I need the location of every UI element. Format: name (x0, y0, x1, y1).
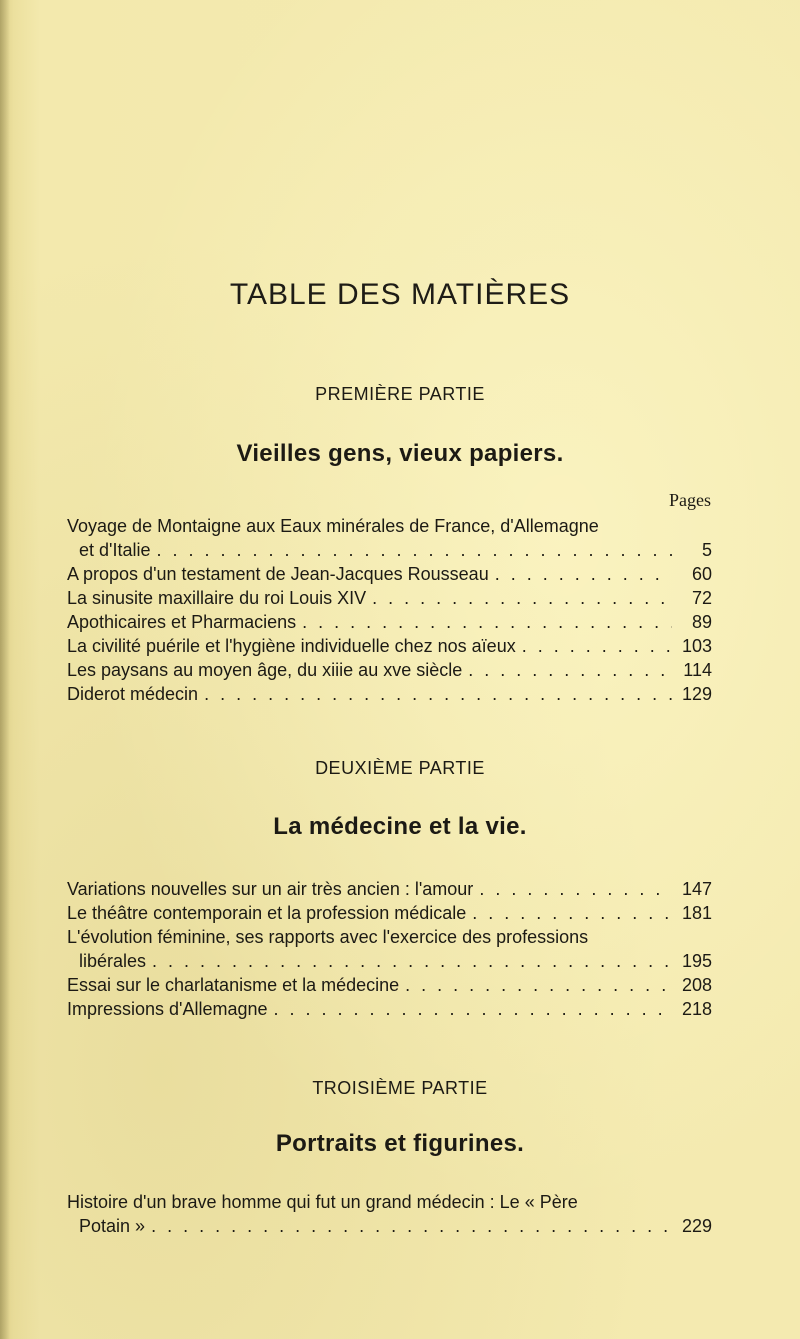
toc-list-part-3 (67, 1190, 712, 1238)
dot-leader (198, 682, 672, 706)
toc-entry (67, 877, 712, 901)
part-subtitle-1: Vieilles gens, vieux papiers. (236, 440, 564, 467)
toc-entry-title-continued: et d'Italie (79, 540, 151, 560)
dot-leader (296, 610, 672, 634)
toc-entry-title: Voyage de Montaigne aux Eaux minérales de France, d'Allemagne (67, 516, 599, 536)
dot-leader (462, 658, 672, 682)
toc-entry-title: Apothicaires et Pharmaciens (67, 612, 297, 632)
part-heading-3: TROISIÈME PARTIE (312, 1078, 488, 1098)
dot-leader (489, 562, 672, 586)
toc-entry (67, 925, 712, 973)
toc-list-part-1 (67, 514, 712, 706)
part-subtitle-3: Portraits et figurines. (275, 1130, 525, 1157)
toc-page-number: 103 (681, 636, 712, 656)
dot-leader (366, 586, 672, 610)
toc-page-number: 218 (681, 999, 712, 1019)
toc-entry (67, 634, 712, 658)
toc-entry (67, 610, 712, 634)
pages-column-label: Pages (669, 490, 711, 510)
dot-leader (473, 877, 672, 901)
toc-entry-title: Le théâtre contemporain et la profession médicale (67, 903, 467, 923)
dot-leader (145, 1214, 672, 1238)
toc-page-number: 72 (691, 588, 712, 608)
toc-entry-title: Variations nouvelles sur un air très ancien : l'amour (67, 879, 474, 899)
toc-page-number: 181 (681, 903, 712, 923)
toc-entry-title: A propos d'un testament de Jean-Jacques Rousseau (67, 564, 489, 584)
toc-page-number: 5 (701, 540, 712, 560)
toc-entry-title: La civilité puérile et l'hygiène individuelle chez nos aïeux (67, 636, 516, 656)
toc-entry-title: Essai sur le charlatanisme et la médecine (67, 975, 400, 995)
toc-entry-title-continued: Potain » (79, 1216, 146, 1236)
toc-entry-title: L'évolution féminine, ses rapports avec l'exercice des professions (67, 927, 589, 947)
dot-leader (399, 973, 672, 997)
toc-entry (67, 901, 712, 925)
toc-page-number: 89 (691, 612, 712, 632)
toc-entry (67, 997, 712, 1021)
toc-page-number: 129 (681, 684, 712, 704)
dot-leader (516, 634, 672, 658)
toc-entry (67, 586, 712, 610)
toc-entry-title: Histoire d'un brave homme qui fut un grand médecin : Le « Père (67, 1192, 578, 1212)
toc-entry (67, 973, 712, 997)
dot-leader (268, 997, 672, 1021)
toc-list-part-2 (67, 877, 712, 1021)
toc-entry-title: La sinusite maxillaire du roi Louis XIV (67, 588, 367, 608)
dot-leader (150, 538, 672, 562)
toc-entry-title: Diderot médecin (67, 684, 199, 704)
part-heading-1: PREMIÈRE PARTIE (315, 384, 485, 404)
toc-page-number: 60 (691, 564, 712, 584)
toc-entry-title: Les paysans au moyen âge, du xiiie au xve siècle (67, 660, 463, 680)
toc-page-number: 147 (681, 879, 712, 899)
toc-entry-title: Impressions d'Allemagne (67, 999, 268, 1019)
toc-entry-title-continued: libérales (79, 951, 147, 971)
toc-entry (67, 658, 712, 682)
toc-page-number: 229 (681, 1216, 712, 1236)
toc-page-number: 208 (681, 975, 712, 995)
toc-page-number: 195 (681, 951, 712, 971)
toc-entry (67, 562, 712, 586)
dot-leader (466, 901, 672, 925)
part-heading-2: DEUXIÈME PARTIE (315, 758, 485, 778)
toc-entry (67, 1190, 712, 1238)
toc-entry (67, 514, 712, 562)
page-title: TABLE DES MATIÈRES (229, 278, 571, 311)
toc-entry (67, 682, 712, 706)
part-subtitle-2: La médecine et la vie. (273, 813, 527, 840)
dot-leader (146, 949, 672, 973)
toc-page-number: 114 (683, 660, 712, 680)
